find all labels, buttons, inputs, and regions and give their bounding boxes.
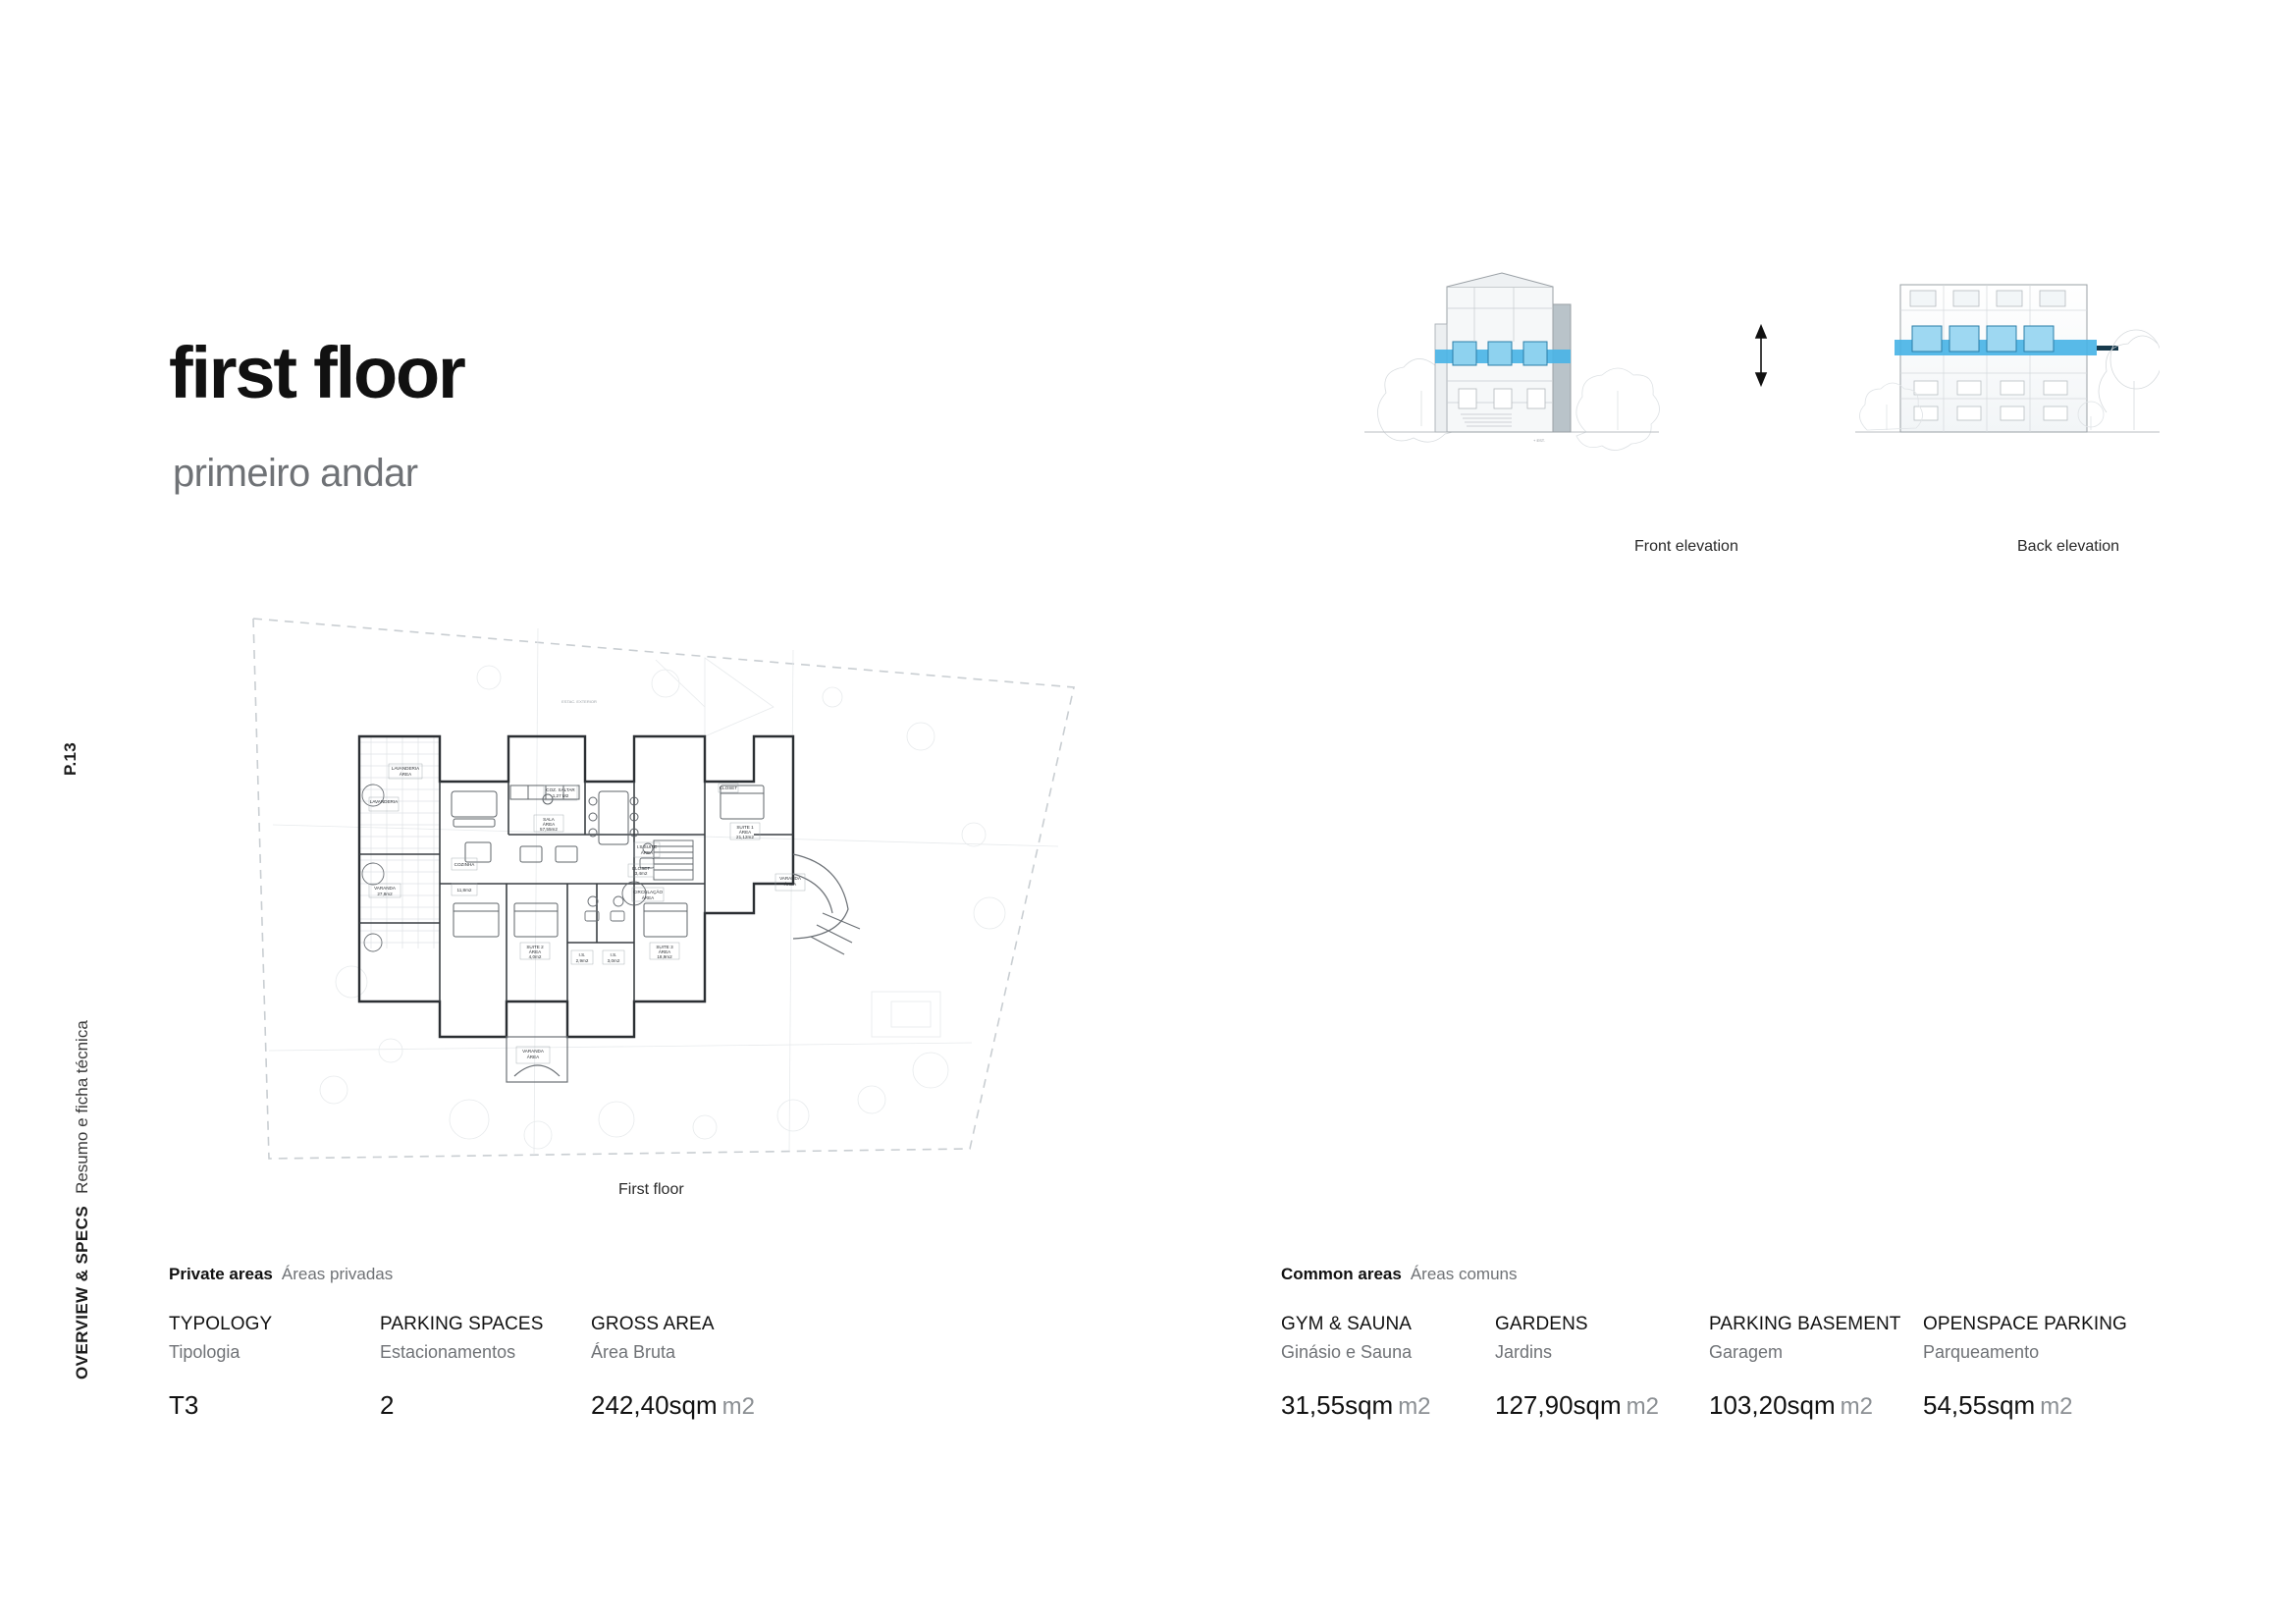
svg-text:VARANDA: VARANDA: [779, 876, 801, 881]
spec-basement-value-wrap: [1709, 1390, 1923, 1421]
spec-gross-sublabel: Área Bruta: [591, 1342, 676, 1362]
private-areas-heading: [169, 1265, 846, 1284]
spec-gardens-value-wrap: [1495, 1390, 1709, 1421]
svg-text:+ EST.: + EST.: [1533, 438, 1545, 443]
svg-text:3,4m2: 3,4m2: [634, 871, 648, 876]
back-elevation-caption: Back elevation: [2017, 538, 2120, 555]
private-areas-heading-pt: Áreas privadas: [281, 1265, 394, 1283]
spec-parking-value: 2: [380, 1390, 395, 1420]
svg-text:SALA: SALA: [543, 817, 555, 822]
spec-parking-label: PARKING SPACES: [380, 1314, 544, 1334]
private-areas-block: [169, 1265, 846, 1421]
balcony-right: [793, 854, 860, 954]
spec-basement-label: PARKING BASEMENT: [1709, 1314, 1901, 1334]
elevations-drawing: [1364, 265, 2160, 550]
svg-text:ÁREA: ÁREA: [641, 895, 655, 900]
svg-text:ÁREA: ÁREA: [640, 850, 654, 855]
building-walls: [359, 736, 793, 1037]
spec-openspace-label: OPENSPACE PARKING: [1923, 1314, 2127, 1334]
common-areas-row: [1281, 1314, 2149, 1421]
floor-plan-drawing: [243, 589, 1127, 1198]
svg-text:ÁREA: ÁREA: [738, 830, 752, 835]
svg-text:27,8m2: 27,8m2: [377, 892, 393, 896]
svg-text:ÁREA: ÁREA: [528, 949, 542, 954]
spec-gross-unit: m2: [721, 1393, 755, 1420]
svg-text:SUITE 3: SUITE 3: [656, 945, 673, 949]
spec-gym-sauna: [1281, 1314, 1495, 1421]
common-areas-block: [1281, 1265, 2149, 1421]
page-title: first floor: [169, 332, 464, 413]
spec-openspace-parking: [1923, 1314, 2149, 1421]
spec-gross-value: 242,40sqm: [591, 1390, 718, 1420]
svg-text:SUITE 1: SUITE 1: [736, 825, 754, 830]
spec-basement-value: 103,20sqm: [1709, 1390, 1836, 1420]
svg-text:LAVANDERIA: LAVANDERIA: [391, 766, 420, 771]
svg-text:I.S.: I.S.: [578, 952, 586, 957]
svg-text:LAVANDERIA: LAVANDERIA: [369, 799, 399, 804]
plan-caption: First floor: [618, 1181, 684, 1198]
spec-basement-sublabel: Garagem: [1709, 1342, 1784, 1362]
svg-text:VARANDA: VARANDA: [522, 1049, 544, 1054]
spec-gardens-label: GARDENS: [1495, 1314, 1588, 1334]
floor-plan-figure: [243, 589, 1127, 1198]
common-areas-heading: [1281, 1265, 2149, 1284]
svg-text:I.S.: I.S.: [610, 952, 617, 957]
height-arrow: [1756, 326, 1766, 385]
front-elevation-group: [1364, 273, 1660, 451]
spec-openspace-value-wrap: [1923, 1390, 2149, 1421]
section-label: OVERVIEW & SPECS: [73, 1205, 91, 1380]
stairs: [622, 840, 693, 905]
spec-parking-spaces: [380, 1314, 591, 1421]
svg-text:SUITE 2: SUITE 2: [526, 945, 544, 949]
svg-text:VARANDA: VARANDA: [374, 886, 396, 891]
section-sublabel: Resumo e ficha técnica: [73, 1020, 91, 1194]
spec-openspace-value: 54,55sqm: [1923, 1390, 2036, 1420]
svg-text:4,0m2: 4,0m2: [528, 954, 542, 959]
spec-typology-label: TYPOLOGY: [169, 1314, 273, 1334]
front-elevation-caption: Front elevation: [1634, 538, 1738, 555]
spec-openspace-unit: m2: [2040, 1393, 2073, 1420]
page-subtitle: primeiro andar: [173, 452, 418, 495]
spec-gym-unit: m2: [1398, 1393, 1431, 1420]
svg-text:2,9m2: 2,9m2: [575, 958, 589, 963]
svg-text:ÁREA: ÁREA: [399, 772, 412, 777]
spec-gym-value-wrap: [1281, 1390, 1495, 1421]
interior-partitions: [359, 782, 793, 1001]
spec-gross-value-wrap: [591, 1390, 846, 1421]
common-areas-heading-pt: Áreas comuns: [1410, 1265, 1518, 1283]
spec-typology: [169, 1314, 380, 1421]
section-label-vertical: [73, 1020, 92, 1380]
balcony-bottom: [507, 1037, 567, 1082]
svg-text:I.S.SUITE: I.S.SUITE: [636, 844, 658, 849]
svg-text:CLOSET: CLOSET: [719, 785, 738, 790]
spec-typology-value: T3: [169, 1390, 199, 1420]
spec-typology-sublabel: Tipologia: [169, 1342, 240, 1362]
spec-openspace-sublabel: Parqueamento: [1923, 1342, 2040, 1362]
spec-parking-basement: [1709, 1314, 1923, 1421]
page-number: P.13: [61, 742, 80, 776]
private-areas-row: [169, 1314, 846, 1421]
spec-gym-label: GYM & SAUNA: [1281, 1314, 1413, 1334]
svg-text:1,27 M2: 1,27 M2: [552, 793, 569, 798]
spec-parking-sublabel: Estacionamentos: [380, 1342, 516, 1362]
spec-basement-unit: m2: [1840, 1393, 1873, 1420]
svg-text:11,8m2: 11,8m2: [456, 888, 472, 893]
common-areas-heading-en: Common areas: [1281, 1265, 1402, 1283]
svg-text:57,55m2: 57,55m2: [540, 827, 558, 832]
svg-text:ESTAC. EXTERIOR: ESTAC. EXTERIOR: [561, 699, 597, 704]
svg-text:ÁREA: ÁREA: [542, 822, 556, 827]
spec-gross-label: GROSS AREA: [591, 1314, 715, 1334]
svg-text:3,0m2: 3,0m2: [607, 958, 620, 963]
svg-text:COZINHA: COZINHA: [454, 862, 475, 867]
svg-text:21,12m2: 21,12m2: [736, 835, 754, 839]
back-elevation-group: [1855, 285, 2160, 432]
svg-text:ÁREA: ÁREA: [783, 882, 797, 887]
spec-gardens-unit: m2: [1626, 1393, 1659, 1420]
spec-gross-area: [591, 1314, 846, 1421]
svg-text:18,9m2: 18,9m2: [657, 954, 672, 959]
svg-text:ÁREA: ÁREA: [658, 949, 671, 954]
svg-text:ÁREA: ÁREA: [526, 1055, 540, 1059]
spec-gardens-sublabel: Jardins: [1495, 1342, 1553, 1362]
elevations-figure: [1364, 265, 2160, 555]
svg-text:COZ. SALTAR: COZ. SALTAR: [546, 787, 575, 792]
spec-gardens: [1495, 1314, 1709, 1421]
svg-text:CIRCULAÇÃO: CIRCULAÇÃO: [632, 890, 664, 894]
left-rail: [51, 0, 90, 1624]
spec-gardens-value: 127,90sqm: [1495, 1390, 1622, 1420]
svg-text:CLOSET: CLOSET: [631, 866, 651, 871]
private-areas-heading-en: Private areas: [169, 1265, 273, 1283]
spec-gym-sublabel: Ginásio e Sauna: [1281, 1342, 1413, 1362]
spec-gym-value: 31,55sqm: [1281, 1390, 1394, 1420]
